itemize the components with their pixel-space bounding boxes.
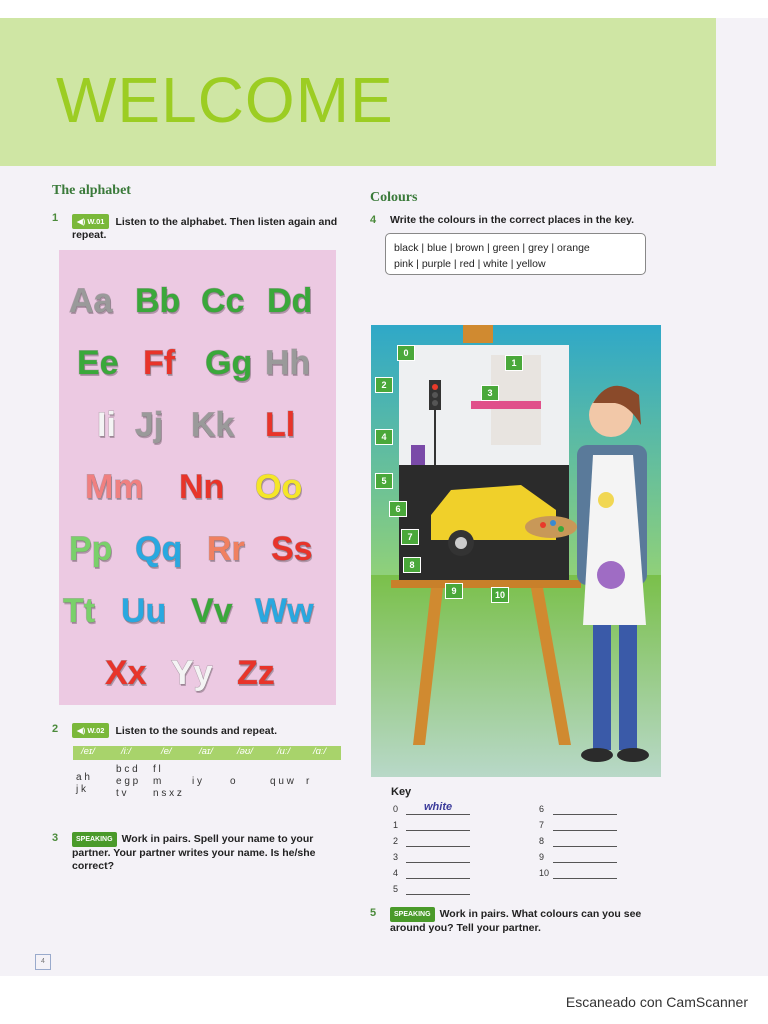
answer-line[interactable] <box>406 846 470 847</box>
letter-pair: Ss <box>271 530 313 568</box>
speaking-badge: SPEAKING <box>72 832 117 847</box>
phoneme-label: /iː/ <box>121 746 132 757</box>
letter-pair: Jj <box>135 406 164 444</box>
key-number: 7 <box>539 820 545 830</box>
exercise-5-number: 5 <box>370 907 377 919</box>
sound-letter-cell: i y <box>192 776 202 787</box>
speaking-badge: SPEAKING <box>390 907 435 922</box>
letter-pair: Oo <box>255 468 303 506</box>
sound-letter-cell: q u w <box>270 776 294 787</box>
alphabet-heading: The alphabet <box>52 183 131 198</box>
letter-pair: Rr <box>207 530 245 568</box>
exercise-4-instruction: Write the colours in the correct places in the key. <box>390 214 635 226</box>
answer-line[interactable] <box>406 878 470 879</box>
answer-line[interactable] <box>406 894 470 895</box>
letter-pair: Aa <box>69 282 113 320</box>
phoneme-label: /aɪ/ <box>199 746 213 757</box>
letter-pair: Uu <box>121 592 167 630</box>
colour-words-line-1: black | blue | brown | green | grey | orange <box>394 242 590 254</box>
letter-pair: Ll <box>265 406 296 444</box>
key-title: Key <box>391 786 412 798</box>
exercise-5-instruction: SPEAKING Work in pairs. What colours can you see around you? Tell your partner. <box>390 908 642 934</box>
number-tag: 2 <box>375 377 393 393</box>
sound-letter-cell: f l m n s x z <box>153 764 182 799</box>
key-number: 5 <box>393 884 399 894</box>
colours-heading: Colours <box>370 190 418 205</box>
key-number: 8 <box>539 836 545 846</box>
number-tag: 9 <box>445 583 463 599</box>
welcome-banner <box>0 18 716 166</box>
exercise-4-number: 4 <box>370 214 377 226</box>
letter-pair: Dd <box>267 282 313 320</box>
number-tag: 0 <box>397 345 415 361</box>
number-tag: 3 <box>481 385 499 401</box>
answer-line[interactable] <box>406 830 470 831</box>
phoneme-label: /eɪ/ <box>81 746 95 757</box>
sound-letter-cell: o <box>230 776 236 787</box>
letter-pair: Tt <box>63 592 96 630</box>
key-number: 6 <box>539 804 545 814</box>
exercise-2-instruction: ◀) W.02 Listen to the sounds and repeat. <box>72 723 342 738</box>
phoneme-header-bar <box>73 746 341 760</box>
answer-line[interactable] <box>406 814 470 815</box>
answer-line[interactable] <box>553 862 617 863</box>
handwritten-answer: white <box>424 801 453 813</box>
letter-pair: Ww <box>255 592 314 630</box>
letter-pair: Gg <box>205 344 253 382</box>
key-number: 4 <box>393 868 399 878</box>
number-tag: 10 <box>491 587 509 603</box>
phoneme-label: /ɑː/ <box>313 746 327 757</box>
key-number: 10 <box>539 868 550 878</box>
number-tag: 4 <box>375 429 393 445</box>
letter-pair: Kk <box>191 406 235 444</box>
audio-icon[interactable]: ◀) W.01 <box>72 214 109 229</box>
exercise-3-instruction: SPEAKING Work in pairs. Spell your name to your partner. Your partner writes your name. Is he/she correct? <box>72 833 316 872</box>
letter-pair: Pp <box>69 530 113 568</box>
page-title: WELCOME <box>56 64 394 136</box>
phoneme-label: /əʊ/ <box>237 746 253 757</box>
phoneme-label: /e/ <box>161 746 172 757</box>
colour-word-box <box>385 233 646 275</box>
key-number: 9 <box>539 852 545 862</box>
number-tag: 5 <box>375 473 393 489</box>
number-tag: 7 <box>401 529 419 545</box>
answer-line[interactable] <box>406 862 470 863</box>
number-tag: 8 <box>403 557 421 573</box>
letter-pair: Ee <box>77 344 119 382</box>
exercise-1-instruction: ◀) W.01 Listen to the alphabet. Then listen again and repeat. <box>72 216 338 241</box>
alphabet-chart <box>59 250 336 705</box>
letter-pair: Vv <box>191 592 233 630</box>
letter-pair: Hh <box>265 344 311 382</box>
exercise-2-number: 2 <box>52 723 59 735</box>
painter-illustration <box>371 325 661 777</box>
exercise-3-number: 3 <box>52 832 59 844</box>
number-tag: 1 <box>505 355 523 371</box>
key-number: 2 <box>393 836 399 846</box>
letter-pair: Bb <box>135 282 181 320</box>
key-number: 0 <box>393 804 399 814</box>
sound-letter-cell: a h j k <box>76 772 90 795</box>
colour-words-line-2: pink | purple | red | white | yellow <box>394 258 546 270</box>
audio-icon[interactable]: ◀) W.02 <box>72 723 109 738</box>
answer-line[interactable] <box>553 846 617 847</box>
key-number: 1 <box>393 820 399 830</box>
page-number: 4 <box>35 954 51 970</box>
letter-pair: Cc <box>201 282 245 320</box>
letter-pair: Mm <box>85 468 144 506</box>
letter-pair: Ff <box>143 344 176 382</box>
exercise-1-number: 1 <box>52 212 59 224</box>
letter-pair: Ii <box>97 406 116 444</box>
scanner-watermark: Escaneado con CamScanner <box>565 994 748 1010</box>
letter-pair: Qq <box>135 530 183 568</box>
sound-letter-cell: r <box>306 776 310 787</box>
number-tag: 6 <box>389 501 407 517</box>
painter-scene-image <box>371 325 661 777</box>
answer-line[interactable] <box>553 830 617 831</box>
letter-pair: Xx <box>105 654 147 692</box>
answer-line[interactable] <box>553 878 617 879</box>
sound-letter-cell: b c d e g p t v <box>116 764 139 799</box>
letter-pair: Nn <box>179 468 225 506</box>
answer-line[interactable] <box>553 814 617 815</box>
letter-pair: Zz <box>237 654 275 692</box>
key-number: 3 <box>393 852 399 862</box>
phoneme-label: /uː/ <box>277 746 291 757</box>
textbook-page <box>0 18 768 976</box>
letter-pair: Yy <box>171 654 213 692</box>
